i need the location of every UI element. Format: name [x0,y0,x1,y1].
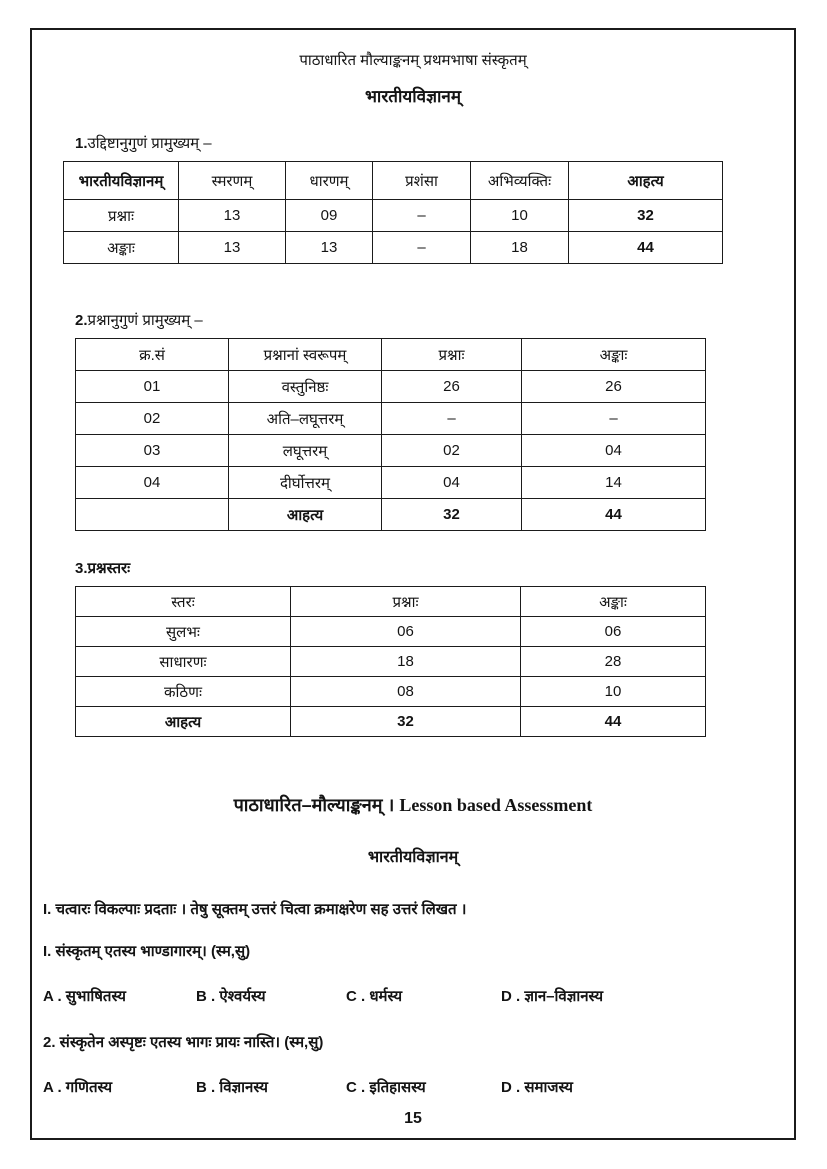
section3-number: 3. [75,560,88,577]
section2-number: 2. [75,312,88,329]
cell: अङ्काः [64,232,179,264]
question-2-text: 2. संस्कृतेन अस्पृष्टः एतस्य भागः प्रायः नास्ति। (स्म,सु) [43,1034,324,1051]
cell: 18 [291,647,521,677]
cell: 02 [382,435,522,467]
cell: 04 [76,467,229,499]
section2-heading [75,310,794,330]
objective-weightage-table [63,161,723,264]
cell: 32 [382,499,522,531]
assessment-heading-devanagari: पाठाधारित–मौल्याङ्कनम् । [233,795,395,815]
cell: वस्तुनिष्ठः [229,371,382,403]
cell: आहत्य [76,707,291,737]
question-1-text: I. संस्कृतम् एतस्य भाण्डागारम्। (स्म,सु) [43,943,251,960]
question-1-option-c: C . धर्मस्य [346,988,403,1005]
col-header: प्रश्नाः [291,587,521,617]
col-header: प्रश्नाः [382,339,522,371]
section1-number: 1. [75,135,88,152]
col-header: अङ्काः [522,339,706,371]
section1-title: उद्दिष्टानुगुणं प्रामुख्यम् – [87,135,212,152]
cell: लघूत्तरम् [229,435,382,467]
cell: 44 [569,232,723,264]
section1-heading [75,133,794,153]
table-row [76,647,706,677]
cell: 26 [522,371,706,403]
document-subtitle: भारतीयविज्ञानम् [364,87,462,106]
question-2-option-a: A . गणितस्य [43,1079,113,1096]
table-row [76,467,706,499]
cell: 10 [521,677,706,707]
table-row [76,435,706,467]
question-level-table [75,586,706,737]
cell: 13 [179,232,286,264]
cell: 06 [291,617,521,647]
col-header: आहत्य [569,162,723,200]
col-header: भारतीयविज्ञानम् [64,162,179,200]
table-row [76,371,706,403]
cell: प्रश्नाः [64,200,179,232]
col-header: स्मरणम् [179,162,286,200]
assessment-heading [32,793,794,817]
cell: 02 [76,403,229,435]
cell: 32 [569,200,723,232]
question-2-options [43,1077,794,1097]
cell: 13 [286,232,373,264]
page-number: 15 [404,1110,422,1127]
cell: 26 [382,371,522,403]
question-2-option-c: C . इतिहासस्य [346,1079,426,1096]
table-row [64,200,723,232]
section3-title: प्रश्नस्तरः [87,560,131,577]
col-header: प्रश्नानां स्वरूपम् [229,339,382,371]
cell: 14 [522,467,706,499]
cell: 04 [522,435,706,467]
cell: – [382,403,522,435]
cell: 03 [76,435,229,467]
cell: 32 [291,707,521,737]
cell: 06 [521,617,706,647]
document-title: पाठाधारित मौल्याङ्कनम् प्रथमभाषा संस्कृतम् [299,52,527,69]
cell: 18 [471,232,569,264]
cell: आहत्य [229,499,382,531]
cell: 08 [291,677,521,707]
cell: अति–लघूत्तरम् [229,403,382,435]
cell: – [373,200,471,232]
col-header: धारणम् [286,162,373,200]
instruction-line: I. चत्वारः विकल्पाः प्रदताः । तेषु सूक्तम् उत्तरं चित्वा क्रमाक्षरेण सह उत्तरं लिखत । [43,901,467,918]
cell: 13 [179,200,286,232]
cell: 01 [76,371,229,403]
question-1-option-d: D . ज्ञान–विज्ञानस्य [501,988,604,1005]
table-total-row [76,707,706,737]
cell: 44 [521,707,706,737]
question-1-option-b: B . ऐश्वर्यस्य [196,988,266,1005]
section2-title: प्रश्नानुगुणं प्रामुख्यम् – [87,312,203,329]
table-header-row [76,339,706,371]
cell: साधारणः [76,647,291,677]
question-2-option-b: B . विज्ञानस्य [196,1079,268,1096]
cell: 10 [471,200,569,232]
cell: 04 [382,467,522,499]
cell: सुलभः [76,617,291,647]
table-header-row [76,587,706,617]
col-header: प्रशंसा [373,162,471,200]
cell: दीर्घोत्तरम् [229,467,382,499]
question-1-options [43,986,794,1006]
cell: – [522,403,706,435]
table-row [76,403,706,435]
col-header: अङ्काः [521,587,706,617]
cell: कठिणः [76,677,291,707]
cell: 28 [521,647,706,677]
col-header: अभिव्यक्तिः [471,162,569,200]
cell: 44 [522,499,706,531]
col-header: स्तरः [76,587,291,617]
cell: 09 [286,200,373,232]
page-border-frame [30,28,796,1140]
table-header-row [64,162,723,200]
table-row [76,617,706,647]
section3-heading [75,558,794,578]
table-row [64,232,723,264]
cell [76,499,229,531]
assessment-heading-english: Lesson based Assessment [399,795,593,815]
table-row [76,677,706,707]
cell: – [373,232,471,264]
question-1-option-a: A . सुभाषितस्य [43,988,126,1005]
question-2-option-d: D . समाजस्य [501,1079,573,1096]
col-header: क्र.सं [76,339,229,371]
question-type-table [75,338,706,531]
table-total-row [76,499,706,531]
assessment-subheading: भारतीयविज्ञानम् [367,849,459,866]
